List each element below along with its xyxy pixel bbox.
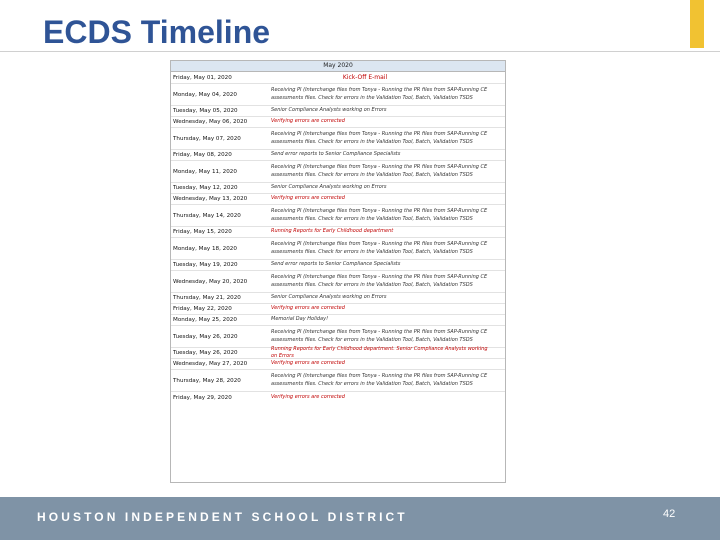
timeline-event: Receiving PI (Interchange files from Tonya - Running the PR files from SAP-Running CE assessments files. Check for errors in the Validation Tool, Batch, Validation TSDS: [271, 164, 488, 178]
timeline-table: [170, 60, 506, 483]
accent-bar: [690, 0, 704, 48]
timeline-event: Receiving PI (Interchange files from Tonya - Running the PR files from SAP-Running CE assessments files. Check for errors in the Validation Tool, Batch, Validation TSDS: [271, 241, 488, 255]
footer-bar: [0, 497, 720, 540]
timeline-event: Receiving PI (Interchange files from Tonya - Running the PR files from SAP-Running CE assessments files. Check for errors in the Validation Tool, Batch, Validation TSDS: [271, 208, 488, 222]
timeline-row: [171, 260, 505, 271]
timeline-row: [171, 359, 505, 370]
district-name: HOUSTON INDEPENDENT SCHOOL DISTRICT: [37, 510, 408, 524]
slide-title: ECDS Timeline: [43, 14, 271, 50]
timeline-row: [171, 117, 505, 128]
timeline-event: Verifying errors are corrected: [271, 305, 345, 312]
timeline-row: [171, 183, 505, 194]
timeline-row: [171, 345, 505, 359]
timeline-date: Tuesday, May 26, 2020: [173, 350, 238, 356]
timeline-date: Monday, May 25, 2020: [173, 317, 237, 323]
timeline-event: Receiving PI (Interchange files from Tonya - Running the PR files from SAP-Running CE assessments files. Check for errors in the Validation Tool, Batch, Validation TSDS: [271, 274, 488, 288]
timeline-row: [171, 271, 505, 293]
timeline-row: [171, 205, 505, 227]
timeline-event: Receiving PI (Interchange files from Tonya - Running the PR files from SAP-Running CE assessments files. Check for errors in the Validation Tool, Batch, Validation TSDS: [271, 131, 488, 145]
timeline-date: Thursday, May 28, 2020: [173, 377, 241, 384]
timeline-date: Friday, May 08, 2020: [173, 152, 232, 158]
timeline-date: Thursday, May 21, 2020: [173, 295, 241, 301]
timeline-event: Receiving PI (Interchange files from Tonya - Running the PR files from SAP-Running CE assessments files. Check for errors in the Validation Tool, Batch, Validation TSDS: [271, 373, 488, 387]
timeline-row: [171, 370, 505, 392]
timeline-row: [171, 238, 505, 260]
timeline-date: Friday, May 29, 2020: [173, 394, 232, 401]
timeline-event: Verifying errors are corrected: [271, 360, 345, 367]
timeline-date: Monday, May 04, 2020: [173, 91, 237, 98]
timeline-row: [171, 72, 505, 84]
timeline-event: Send error reports to Senior Compliance Specialists: [271, 151, 401, 158]
timeline-row: [171, 84, 505, 106]
timeline-date: Thursday, May 07, 2020: [173, 135, 241, 142]
timeline-event: Receiving PI (Interchange files from Tonya - Running the PR files from SAP-Running CE assessments files. Check for errors in the Validation Tool, Batch, Validation TSDS: [271, 329, 488, 343]
timeline-row: [171, 304, 505, 315]
timeline-row: [171, 315, 505, 326]
timeline-row: [171, 150, 505, 161]
timeline-event: Senior Compliance Analysts working on Errors: [271, 184, 387, 191]
timeline-event: Verifying errors are corrected: [271, 195, 345, 202]
page-number: 42: [663, 508, 676, 520]
timeline-event: Memorial Day Holiday!: [271, 316, 329, 323]
timeline-date: Wednesday, May 13, 2020: [173, 196, 248, 202]
timeline-event: Running Reports for Early Childhood department. Senior Compliance Analysts working on Errors: [271, 345, 488, 359]
timeline-row: [171, 128, 505, 150]
timeline-event: Verifying errors are corrected: [271, 118, 345, 125]
timeline-event: Running Reports for Early Childhood department: [271, 228, 394, 235]
timeline-row: [171, 227, 505, 238]
timeline-row: [171, 106, 505, 117]
title-divider: [0, 51, 720, 52]
timeline-row: [171, 161, 505, 183]
timeline-date: Friday, May 01, 2020: [173, 74, 232, 81]
timeline-event: Senior Compliance Analysts working on Errors: [271, 294, 387, 301]
timeline-date: Wednesday, May 27, 2020: [173, 361, 248, 367]
timeline-date: Tuesday, May 05, 2020: [173, 108, 238, 114]
timeline-date: Friday, May 22, 2020: [173, 306, 232, 312]
timeline-event: Kick-Off E-mail: [342, 73, 388, 81]
timeline-row: [171, 194, 505, 205]
timeline-date: Tuesday, May 19, 2020: [173, 262, 238, 268]
timeline-body: [171, 72, 505, 403]
timeline-row: [171, 293, 505, 304]
timeline-date: Tuesday, May 26, 2020: [173, 333, 238, 340]
timeline-date: Wednesday, May 06, 2020: [173, 119, 248, 125]
timeline-date: Wednesday, May 20, 2020: [173, 278, 248, 285]
timeline-month-header: May 2020: [171, 61, 505, 72]
timeline-date: Thursday, May 14, 2020: [173, 212, 241, 219]
timeline-event: Senior Compliance Analysts working on Errors: [271, 107, 387, 114]
timeline-date: Monday, May 18, 2020: [173, 245, 237, 252]
timeline-date: Monday, May 11, 2020: [173, 168, 237, 175]
timeline-date: Tuesday, May 12, 2020: [173, 185, 238, 191]
timeline-row: [171, 392, 505, 403]
timeline-event: Send error reports to Senior Compliance Specialists: [271, 261, 401, 268]
timeline-event: Receiving PI (Interchange files from Tonya - Running the PR files from SAP-Running CE assessments files. Check for errors in the Validation Tool, Batch, Validation TSDS: [271, 87, 488, 101]
timeline-event: Verifying errors are corrected: [271, 393, 345, 400]
timeline-date: Friday, May 15, 2020: [173, 229, 232, 235]
